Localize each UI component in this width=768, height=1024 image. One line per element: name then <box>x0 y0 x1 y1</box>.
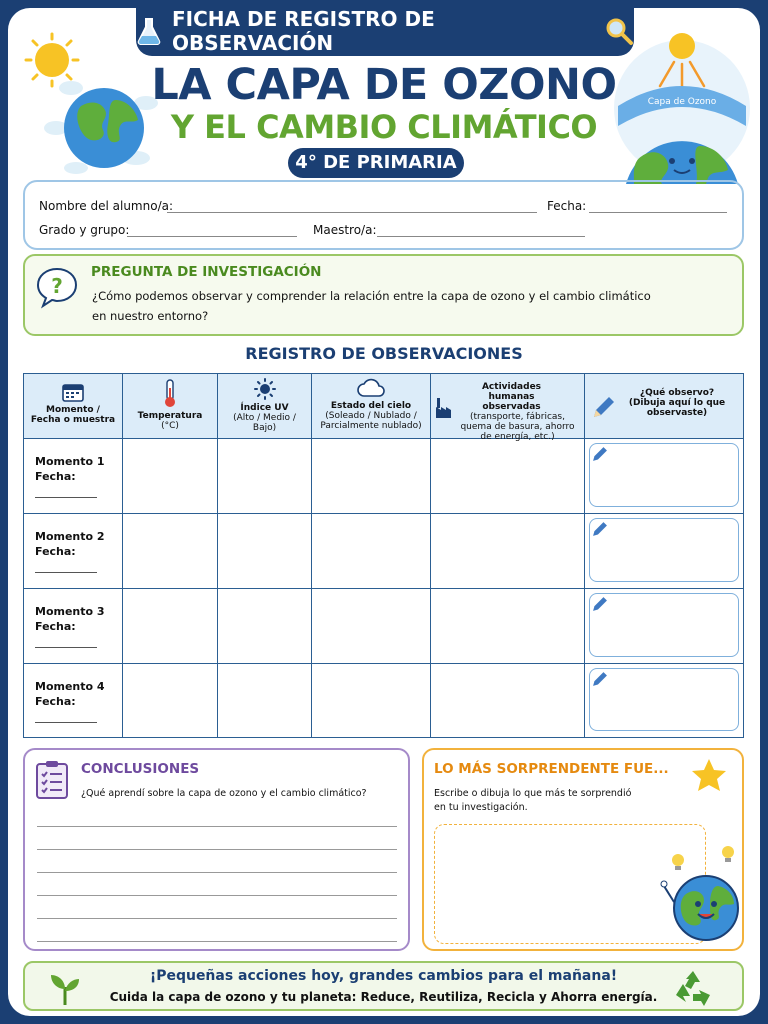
sky-state-cell[interactable] <box>312 664 431 737</box>
pencil-icon <box>591 595 609 613</box>
activities-cell[interactable] <box>431 439 585 514</box>
sun-icon <box>254 378 276 400</box>
activities-cell[interactable] <box>431 664 585 737</box>
column-subtitle: Fecha o muestra <box>30 415 116 425</box>
column-header-drawing <box>585 374 743 439</box>
header-tab-title: FICHA DE REGISTRO DE OBSERVACIÓN <box>172 8 435 55</box>
cloud-icon <box>356 378 386 398</box>
uv-index-cell[interactable] <box>218 664 312 737</box>
temperature-cell[interactable] <box>123 439 218 514</box>
drawing-cell[interactable] <box>585 589 743 664</box>
table-row <box>24 514 123 589</box>
pencil-icon <box>591 670 609 688</box>
table-row <box>24 439 123 514</box>
drawing-box[interactable] <box>589 593 739 657</box>
column-subtitle: (Soleado / Nublado / Parcialmente nublado) <box>320 411 422 431</box>
table-row <box>24 664 123 737</box>
drawing-box[interactable] <box>589 443 739 507</box>
research-question-text: ¿Cómo podemos observar y comprender la relación entre la capa de ozono y el cambio climático en nuestro entorno? <box>92 289 651 323</box>
footer-message: Cuida la capa de ozono y tu planeta: Reduce, Reutiliza, Recicla y Ahorra energía. <box>109 990 658 1004</box>
column-title: Actividades humanas observadas <box>481 382 542 412</box>
teacher-label: Maestro/a: <box>313 223 377 237</box>
writing-line[interactable] <box>37 872 397 873</box>
observations-title: REGISTRO DE OBSERVACIONES <box>245 344 523 363</box>
column-title: Momento / <box>46 405 100 415</box>
moment-date-label: Fecha: <box>35 545 76 558</box>
writing-line[interactable] <box>37 826 397 827</box>
temperature-cell[interactable] <box>123 589 218 664</box>
name-field[interactable] <box>167 212 537 213</box>
recycle-icon <box>673 969 713 1007</box>
lightbulb-icon <box>672 854 684 870</box>
worksheet-page <box>8 8 760 1016</box>
activities-cell[interactable] <box>431 514 585 589</box>
moment-date-label: Fecha: <box>35 620 76 633</box>
column-subtitle: (Alto / Medio / Bajo) <box>233 413 296 433</box>
conclusions-prompt: ¿Qué aprendí sobre la capa de ozono y el cambio climático? <box>81 788 367 799</box>
observations-table <box>23 373 744 738</box>
table-row <box>24 589 123 664</box>
moment-label: Momento 3 <box>35 605 105 618</box>
uv-index-cell[interactable] <box>218 514 312 589</box>
sky-state-cell[interactable] <box>312 589 431 664</box>
svg-text:?: ? <box>51 274 63 298</box>
moment-date-label: Fecha: <box>35 695 76 708</box>
uv-index-cell[interactable] <box>218 439 312 514</box>
factory-icon <box>435 396 455 418</box>
research-question-box <box>23 254 744 336</box>
sky-state-cell[interactable] <box>312 439 431 514</box>
drawing-cell[interactable] <box>585 439 743 514</box>
writing-line[interactable] <box>37 895 397 896</box>
moment-date-field[interactable] <box>35 709 97 723</box>
column-header-uv <box>218 374 312 439</box>
moment-label: Momento 2 <box>35 530 105 543</box>
lightbulb-icon <box>722 846 734 862</box>
pencil-icon <box>591 520 609 538</box>
header-tab <box>136 8 634 56</box>
column-title: Índice UV <box>240 403 289 413</box>
page-subtitle: Y EL CAMBIO CLIMÁTICO <box>170 108 598 146</box>
column-header-moment <box>24 374 123 439</box>
research-question-title: PREGUNTA DE INVESTIGACIÓN <box>91 264 322 280</box>
page-title: LA CAPA DE OZONO <box>151 60 617 110</box>
checklist-icon <box>35 760 69 800</box>
footer-slogan: ¡Pequeñas acciones hoy, grandes cambios para el mañana! <box>149 968 618 984</box>
moment-date-label: Fecha: <box>35 470 76 483</box>
date-label: Fecha: <box>547 199 587 213</box>
uv-index-cell[interactable] <box>218 589 312 664</box>
grade-badge: 4° DE PRIMARIA <box>288 148 464 178</box>
name-label: Nombre del alumno/a: <box>39 199 174 213</box>
group-field[interactable] <box>127 236 297 237</box>
writing-line[interactable] <box>37 918 397 919</box>
group-label: Grado y grupo: <box>39 223 130 237</box>
surprise-title: LO MÁS SORPRENDENTE FUE... <box>434 761 669 777</box>
moment-date-field[interactable] <box>35 559 97 573</box>
drawing-cell[interactable] <box>585 664 743 737</box>
drawing-box[interactable] <box>589 518 739 582</box>
earth-mascot-icon <box>660 842 744 950</box>
pencil-icon <box>591 394 617 420</box>
column-title: ¿Qué observo? <box>639 388 715 398</box>
sky-state-cell[interactable] <box>312 514 431 589</box>
teacher-field[interactable] <box>377 236 585 237</box>
calendar-icon <box>62 382 84 402</box>
writing-line[interactable] <box>37 941 397 942</box>
drawing-cell[interactable] <box>585 514 743 589</box>
student-info-box <box>23 180 744 250</box>
date-field[interactable] <box>589 212 727 213</box>
thermometer-icon <box>162 378 178 408</box>
moment-label: Momento 4 <box>35 680 105 693</box>
moment-label: Momento 1 <box>35 455 105 468</box>
surprise-box <box>422 748 744 951</box>
column-subtitle: (Dibuja aquí lo que observaste) <box>628 398 726 418</box>
column-title: Estado del cielo <box>330 401 412 411</box>
column-header-sky <box>312 374 431 439</box>
star-icon <box>690 758 728 794</box>
moment-date-field[interactable] <box>35 634 97 648</box>
column-subtitle: (°C) <box>161 421 179 431</box>
column-title: Temperatura <box>137 411 203 421</box>
column-subtitle: (transporte, fábricas, quema de basura, ahorro de energía, etc.) <box>460 412 575 442</box>
column-header-activities <box>431 374 585 442</box>
surprise-prompt: Escribe o dibuja lo que más te sorprendió en tu investigación. <box>434 788 632 813</box>
column-header-temperature <box>123 374 218 439</box>
moment-date-field[interactable] <box>35 484 97 498</box>
drawing-box[interactable] <box>589 668 739 731</box>
writing-line[interactable] <box>37 849 397 850</box>
footer-banner <box>23 961 744 1011</box>
ozone-banner-label: Capa de Ozono <box>647 97 717 107</box>
temperature-cell[interactable] <box>123 514 218 589</box>
activities-cell[interactable] <box>431 589 585 664</box>
conclusions-box <box>23 748 410 951</box>
conclusions-title: CONCLUSIONES <box>81 761 200 777</box>
temperature-cell[interactable] <box>123 664 218 737</box>
pencil-icon <box>591 445 609 463</box>
question-bubble-icon <box>35 266 79 310</box>
